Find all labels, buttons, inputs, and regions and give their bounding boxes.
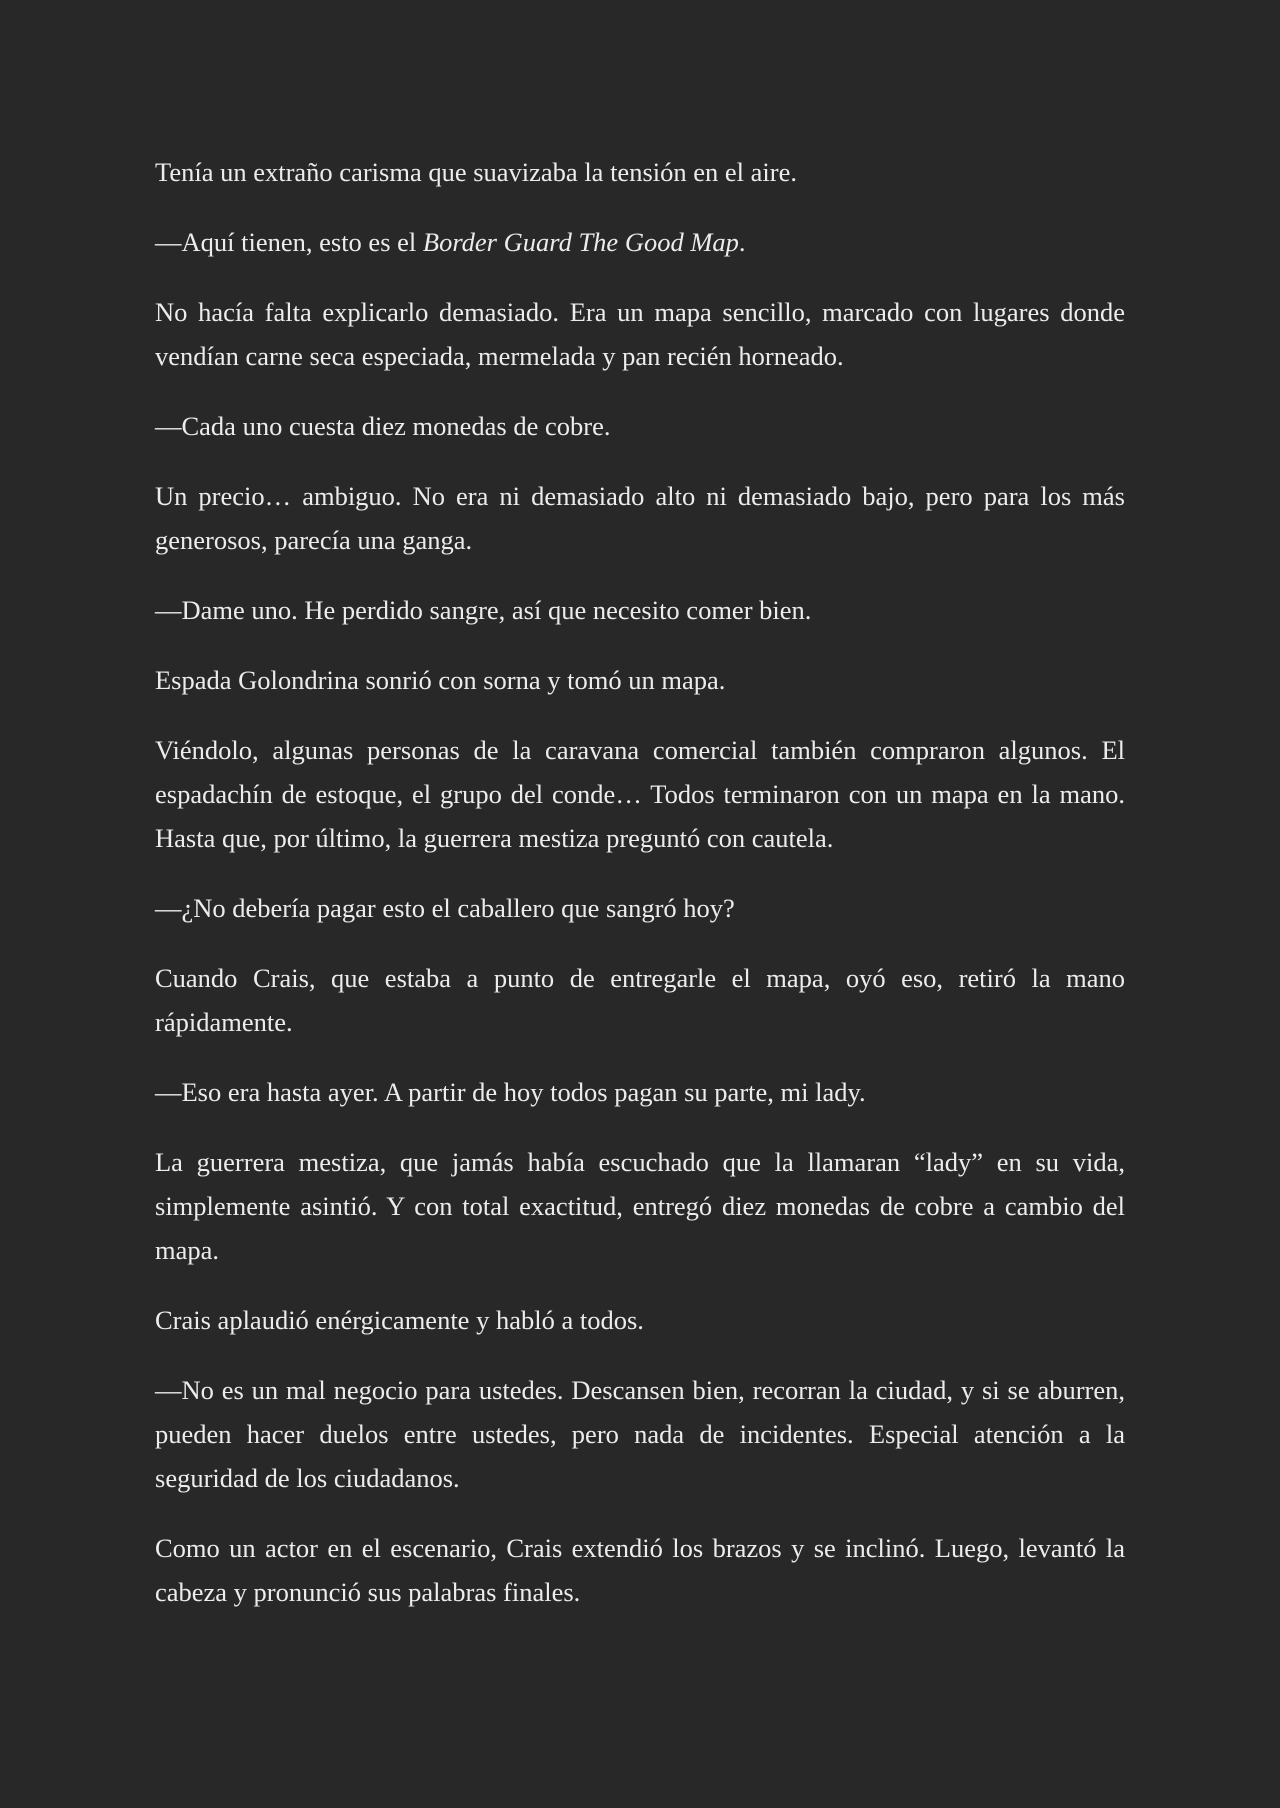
- paragraph-9: —¿No debería pagar esto el caballero que sangró hoy?: [155, 893, 735, 923]
- text-column: [155, 150, 1125, 1640]
- map-title: Border Guard The Good Map: [422, 227, 739, 257]
- paragraph-12: La guerrera mestiza, que jamás había escuchado que la llamaran “lady” en su vida, simplemente asintió. Y con total exactitud, entregó diez monedas de cobre a cambio del mapa.: [155, 1147, 1125, 1265]
- paragraph-7: Espada Golondrina sonrió con sorna y tomó un mapa.: [155, 665, 726, 695]
- paragraph-5: Un precio… ambiguo. No era ni demasiado alto ni demasiado bajo, pero para los más generosos, parecía una ganga.: [155, 481, 1125, 555]
- paragraph-2: [155, 220, 1125, 264]
- paragraph-13: Crais aplaudió enérgicamente y habló a todos.: [155, 1305, 644, 1335]
- paragraph-8: Viéndolo, algunas personas de la caravana comercial también compraron algunos. El espadachín de estoque, el grupo del conde… Todos terminaron con un mapa en la mano. Hasta que, por último, la guerrera mestiza preguntó con cautela.: [155, 735, 1125, 853]
- paragraph-2-tail: .: [738, 227, 746, 257]
- paragraph-10: Cuando Crais, que estaba a punto de entregarle el mapa, oyó eso, retiró la mano rápidamente.: [155, 963, 1125, 1037]
- paragraph-11: —Eso era hasta ayer. A partir de hoy todos pagan su parte, mi lady.: [155, 1077, 866, 1107]
- paragraph-4: —Cada uno cuesta diez monedas de cobre.: [155, 411, 611, 441]
- paragraph-6: —Dame uno. He perdido sangre, así que necesito comer bien.: [155, 595, 812, 625]
- paragraph-3: No hacía falta explicarlo demasiado. Era un mapa sencillo, marcado con lugares donde vendían carne seca especiada, mermelada y pan recién horneado.: [155, 297, 1125, 371]
- paragraph-2-lead: —Aquí tienen, esto es el: [155, 227, 423, 257]
- paragraph-14: —No es un mal negocio para ustedes. Descansen bien, recorran la ciudad, y si se aburren, pueden hacer duelos entre ustedes, pero nada de incidentes. Especial atención a la seguridad de los ciudadanos.: [155, 1375, 1125, 1493]
- paragraph-15: Como un actor en el escenario, Crais extendió los brazos y se inclinó. Luego, levantó la cabeza y pronunció sus palabras finales.: [155, 1533, 1125, 1607]
- paragraph-1: Tenía un extraño carisma que suavizaba la tensión en el aire.: [155, 157, 797, 187]
